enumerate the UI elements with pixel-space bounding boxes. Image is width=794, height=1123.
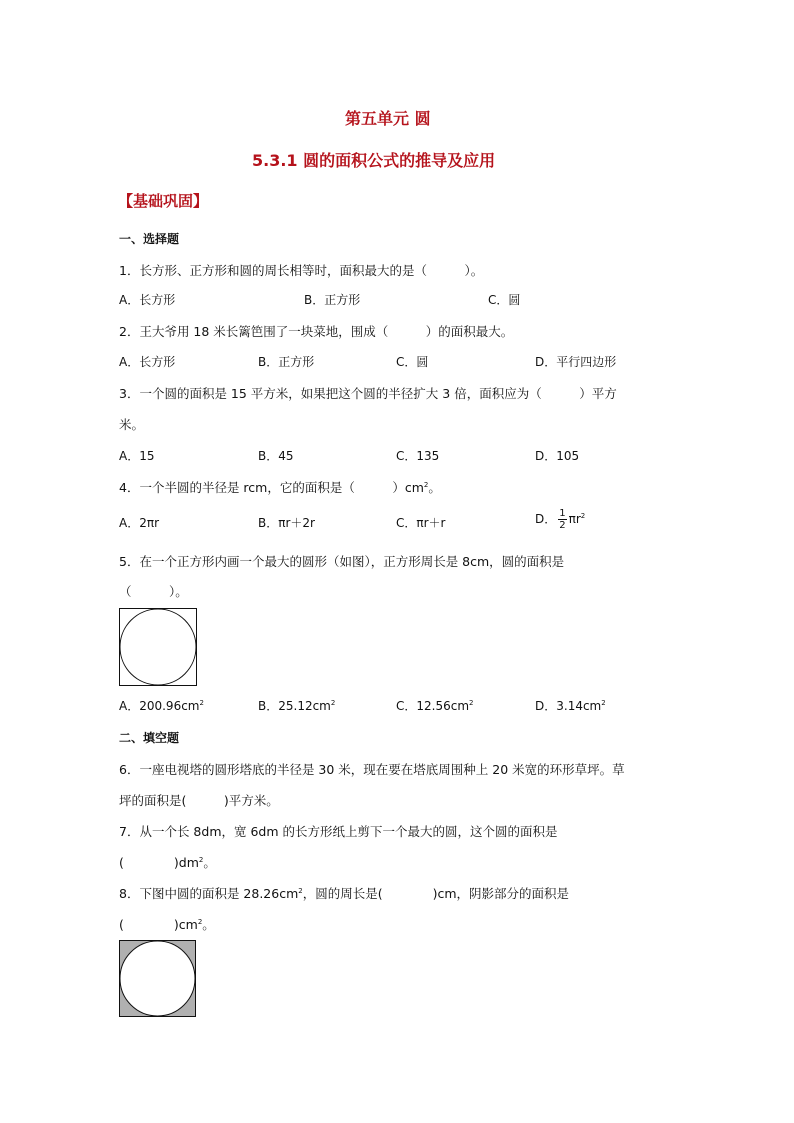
q7-line1: 7．从一个长 8dm，宽 6dm 的长方形纸上剪下一个最大的圆，这个圆的面积是 [119,824,558,839]
fraction-denominator: 2 [559,520,566,531]
q4-option-d[interactable] [535,508,585,531]
q4-stem-text: 4．一个半圆的半径是 rcm，它的面积是（ ）cm [119,480,424,495]
q4-stem-end: 。 [428,480,441,495]
q4-stem [119,478,441,496]
q8-line2-end: 。 [202,917,215,932]
unit-title: 第五单元 圆 [345,109,431,128]
q4-stem-sup: 2 [423,481,429,489]
q5-option-d-sup: 2 [601,699,606,707]
q1-option-a[interactable]: A．长方形 [119,293,176,307]
q8-line2 [119,915,215,933]
fraction-numerator: 1 [559,508,566,519]
shaded-square-circle-figure [119,940,197,1018]
inner-circle [120,941,195,1016]
part2-heading: 二、填空题 [119,731,180,745]
q8-line2-sup: 2 [197,918,203,926]
q8-line1 [119,884,569,902]
q5-stem-line1: 5．在一个正方形内画一个最大的圆形（如图），正方形周长是 8cm，圆的面积是 [119,554,565,569]
q8-line1-text: 8．下图中圆的面积是 28.26cm [119,886,299,901]
q4-option-d-tail: πr [568,512,581,526]
q3-option-c[interactable]: C．135 [396,449,440,463]
q7-line2-end: 。 [203,855,216,870]
q1-option-b[interactable]: B．正方形 [304,293,361,307]
q7-line2 [119,853,216,871]
q8-line2-text: ( )cm [119,917,198,932]
q2-option-c[interactable]: C．圆 [396,355,429,369]
q1-option-c[interactable]: C．圆 [488,293,521,307]
q5-option-a[interactable] [119,697,204,714]
q3-option-a[interactable]: A．15 [119,449,155,463]
q7-line2-text: ( )dm [119,855,199,870]
q8-line1-sup: 2 [298,887,303,895]
q5-option-b[interactable] [258,697,335,714]
q2-stem: 2．王大爷用 18 米长篱笆围了一块菜地，围成（ ）的面积最大。 [119,324,514,339]
q5-option-d-text: D．3.14cm [535,699,602,713]
q4-option-c[interactable]: C．πr＋r [396,516,446,530]
q5-option-c-sup: 2 [469,699,474,707]
section-label: 【基础巩固】 [118,192,209,210]
figure-circle [120,609,196,685]
q3-option-d[interactable]: D．105 [535,449,580,463]
q3-stem-line1: 3．一个圆的面积是 15 平方米，如果把这个圆的半径扩大 3 倍，面积应为（ ）平方 [119,386,617,401]
q6-line1: 6．一座电视塔的圆形塔底的半径是 30 米，现在要在塔底周围种上 20 米宽的环形草坪。草 [119,762,625,777]
q3-option-b[interactable]: B．45 [258,449,294,463]
q5-option-b-text: B．25.12cm [258,699,331,713]
q4-option-a[interactable]: A．2πr [119,516,160,530]
q4-option-d-sup: 2 [580,512,586,520]
q6-line2: 坪的面积是( )平方米。 [119,793,279,808]
q3-stem-line2: 米。 [119,417,145,432]
part1-heading: 一、选择题 [119,232,180,246]
square-circle-figure [119,608,198,687]
q4-option-b[interactable]: B．πr＋2r [258,516,315,530]
q4-option-d-prefix: D． [535,512,557,526]
q5-option-c[interactable] [396,697,474,714]
q7-line2-sup: 2 [198,856,204,864]
q5-option-a-sup: 2 [199,699,204,707]
q8-line1-end: ，圆的周长是( )cm，阴影部分的面积是 [302,886,570,901]
lesson-title: 5.3.1 圆的面积公式的推导及应用 [252,151,496,170]
q2-option-b[interactable]: B．正方形 [258,355,315,369]
q5-stem-line2: （ ）。 [119,584,188,599]
q5-option-c-text: C．12.56cm [396,699,470,713]
q2-option-a[interactable]: A．长方形 [119,355,176,369]
q5-option-b-sup: 2 [330,699,336,707]
one-half-fraction [558,508,566,531]
q2-option-d[interactable]: D．平行四边形 [535,355,617,369]
q1-stem: 1．长方形、正方形和圆的周长相等时，面积最大的是（ ）。 [119,263,484,278]
q5-option-a-text: A．200.96cm [119,699,200,713]
q5-option-d[interactable] [535,697,606,714]
